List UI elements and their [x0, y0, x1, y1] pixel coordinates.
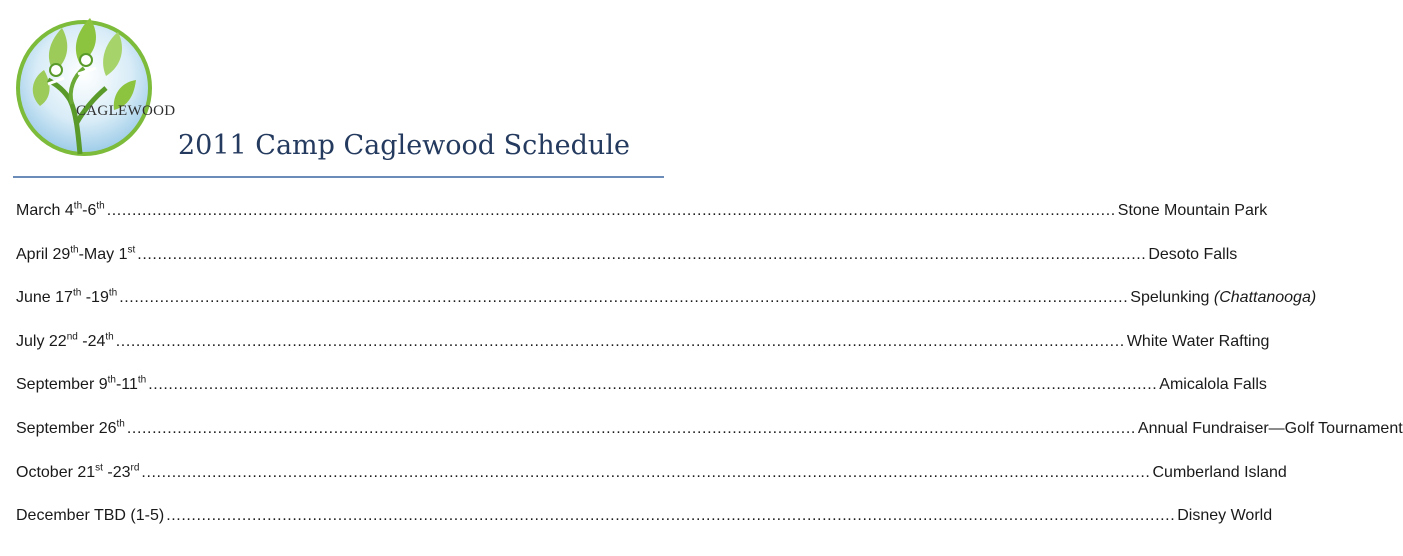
date-suffix: st [95, 462, 103, 474]
date-text: -11 [115, 376, 138, 394]
schedule-date [16, 327, 114, 357]
event-name: Cumberland Island [1152, 463, 1287, 481]
date-suffix: th [137, 375, 147, 387]
date-suffix: th [107, 375, 116, 387]
event-location: (Chattanooga) [1213, 289, 1317, 307]
schedule-row [16, 501, 1273, 531]
dot-leader: ........................................................................................................................................................................................................ [166, 507, 1176, 525]
dot-leader: ........................................................................................................................................................................................................ [115, 332, 1125, 350]
date-text: September 26 [16, 419, 117, 437]
date-text: -6 [82, 202, 97, 219]
date-text: -24 [77, 332, 106, 350]
schedule-date [16, 196, 105, 226]
dot-leader: ........................................................................................................................................................................................................ [106, 202, 1116, 219]
schedule-event [1152, 458, 1286, 488]
schedule-row [16, 196, 1268, 226]
schedule-row [16, 458, 1287, 488]
page-title: 2011 Camp Caglewood Schedule [178, 130, 630, 161]
dot-leader: ........................................................................................................................................................................................................ [119, 289, 1129, 307]
schedule-date [16, 414, 125, 444]
dot-leader: ........................................................................................................................................................................................................ [137, 245, 1147, 263]
date-text: -May 1 [78, 245, 128, 263]
schedule-event [1177, 501, 1272, 531]
date-suffix: rd [130, 462, 140, 474]
logo-name: CAGLEWOOD [76, 103, 176, 119]
schedule-event [1159, 370, 1267, 400]
event-name: Spelunking [1130, 289, 1214, 307]
date-suffix: th [73, 200, 83, 212]
event-name: Desoto Falls [1148, 245, 1238, 263]
event-name: Stone Mountain Park [1117, 202, 1268, 219]
date-text: October 21 [16, 463, 96, 481]
schedule-date [16, 370, 146, 400]
schedule-row [16, 283, 1317, 313]
schedule-event [1138, 414, 1403, 444]
schedule-date [16, 458, 139, 488]
schedule-event [1118, 196, 1267, 226]
date-text: -23 [102, 463, 131, 481]
schedule-event [1130, 283, 1316, 313]
schedule-row [16, 370, 1267, 400]
tree-people-logo-icon [14, 14, 186, 162]
event-name: Amicalola Falls [1159, 376, 1267, 394]
date-text: July 22 [16, 332, 67, 350]
date-suffix: th [72, 287, 82, 299]
schedule-date [16, 240, 135, 270]
schedule-row [16, 240, 1238, 270]
date-text: -19 [81, 289, 109, 307]
event-name: White Water Rafting [1126, 332, 1270, 350]
dot-leader: ........................................................................................................................................................................................................ [126, 419, 1136, 437]
date-suffix: nd [66, 331, 78, 343]
date-text: September 9 [16, 376, 108, 394]
date-text: June 17 [16, 289, 73, 307]
date-text: March 4 [16, 202, 74, 219]
schedule-date [16, 501, 164, 531]
dot-leader: ........................................................................................................................................................................................................ [141, 463, 1151, 481]
date-suffix: th [108, 287, 118, 299]
title-divider [13, 176, 664, 178]
date-suffix: st [127, 244, 136, 256]
schedule-event [1127, 327, 1270, 357]
schedule-list [16, 196, 1403, 545]
date-suffix: th [70, 244, 79, 256]
schedule-row [16, 327, 1270, 357]
schedule-date [16, 283, 117, 313]
date-suffix: th [116, 418, 125, 430]
date-suffix: th [96, 200, 105, 212]
schedule-row [16, 414, 1403, 444]
date-text: April 29 [16, 245, 71, 263]
schedule-event [1148, 240, 1237, 270]
event-name: Annual Fundraiser—Golf Tournament [1137, 419, 1403, 437]
date-suffix: th [105, 331, 114, 343]
event-name: Disney World [1177, 507, 1273, 525]
date-text: December TBD (1-5) [16, 507, 165, 525]
dot-leader: ........................................................................................................................................................................................................ [148, 376, 1158, 394]
